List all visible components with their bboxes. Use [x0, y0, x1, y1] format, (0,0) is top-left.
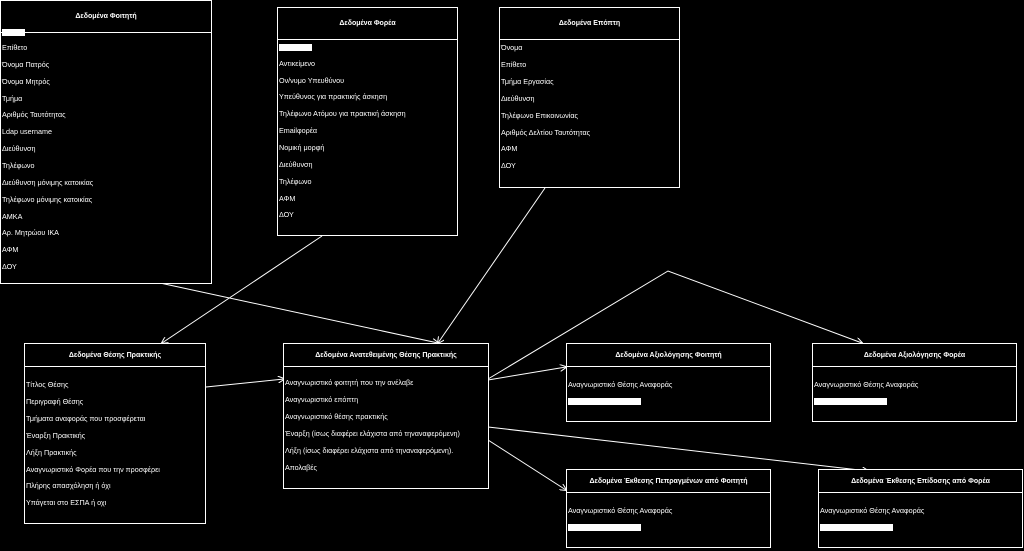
connector-assigned-to-student-report — [488, 440, 566, 490]
field: Τηλέφωνο — [279, 177, 312, 186]
field: Αναγνωριστικό επόπτη — [285, 395, 359, 404]
field: Αναγνωριστικό Θέσης Αναφοράς — [820, 506, 925, 515]
field: Επίθετο — [2, 43, 28, 52]
connector-assigned-to-student-eval — [488, 367, 566, 380]
field: Όνομα Πατρός — [2, 60, 50, 69]
entity-student-title: Δεδομένα Φοιτητή — [1, 1, 211, 33]
entity-student-evaluation — [566, 343, 771, 422]
connector-student-to-assigned — [160, 283, 438, 343]
field: Αναγνωριστικό Θέσης Αναφοράς — [568, 506, 673, 515]
highlighted-field — [2, 29, 25, 36]
field: ΑΦΜ — [2, 245, 19, 254]
field: ΑΦΜ — [501, 144, 518, 153]
entity-org-report — [818, 469, 1023, 548]
field: ΔΟΥ — [2, 262, 17, 271]
field: Τηλέφωνο Ατόμου για πρακτική άσκηση — [279, 109, 406, 118]
field: Τμήμα Εργασίας — [501, 77, 554, 86]
field: Διεύθυνση — [2, 144, 36, 153]
entity-supervisor — [499, 7, 680, 188]
highlighted-field — [814, 398, 887, 405]
field: Αναγνωριστικό θέσης πρακτικής — [285, 412, 388, 421]
field: Επίθετο — [501, 60, 527, 69]
field: ΔΟΥ — [279, 210, 294, 219]
entity-assigned-title: Δεδομένα Ανατεθειμένης Θέσης Πρακτικής — [284, 344, 488, 367]
connector-assigned-to-org-report — [488, 427, 868, 471]
field: Τηλέφωνο Επικοινωνίας — [501, 111, 578, 120]
entity-position-title: Δεδομένα Θέσης Πρακτικής — [25, 344, 205, 367]
entity-org-report-title: Δεδομένα Έκθεσης Επίδοσης από Φορέα — [819, 470, 1022, 493]
entity-student-report-title: Δεδομένα Έκθεσης Πεπραγμένων από Φοιτητή — [567, 470, 770, 493]
connector-position-to-assigned — [206, 379, 284, 387]
field: Ον/νυμο Υπευθύνου — [279, 76, 345, 85]
field: Τίτλος Θέσης — [26, 380, 69, 389]
field: Όνομα Μητρός — [2, 77, 50, 86]
field: Διεύθυνση — [279, 160, 313, 169]
entity-student-report — [566, 469, 771, 548]
field: Διεύθυνση μόνιμης κατοικίας — [2, 178, 94, 187]
field: Τηλέφωνο μόνιμης κατοικίας — [2, 195, 93, 204]
highlighted-field — [568, 398, 641, 405]
entity-org-eval-title: Δεδομένα Αξιολόγησης Φορέα — [813, 344, 1016, 367]
field: Περιγραφή Θέσης — [26, 397, 84, 406]
field: Έναρξη Πρακτικής — [26, 431, 86, 440]
field: Αντικείμενο — [279, 59, 316, 68]
field: Απολαβές — [285, 463, 317, 472]
entity-supervisor-title: Δεδομένα Επόπτη — [500, 8, 679, 40]
field: Τμήματα αναφοράς που προσφέρεται — [26, 414, 146, 423]
highlighted-field — [568, 524, 641, 531]
field: Αρ. Μητρώου ΙΚΑ — [2, 228, 59, 237]
entity-student — [0, 0, 212, 284]
field: Αριθμός Ταυτότητας — [2, 110, 66, 119]
field: Υπεύθυνος για πρακτικής άσκηση — [279, 92, 388, 101]
field: Emailφορέα — [279, 126, 318, 135]
highlighted-field — [820, 524, 893, 531]
field: Λήξη Πρακτικής — [26, 448, 77, 457]
field: ΑΦΜ — [279, 194, 296, 203]
field: Όνομα — [501, 43, 523, 52]
field: Τμήμα — [2, 94, 23, 103]
field: Αναγνωριστικό Φορέα που την προσφέρει — [26, 465, 160, 474]
field: Λήξη (ίσως διαφέρει ελάχιστα από τηναναφερόμενη). — [285, 446, 454, 455]
field: Νομική μορφή — [279, 143, 325, 152]
entity-student-eval-title: Δεδομένα Αξιολόγησης Φοιτητή — [567, 344, 770, 367]
highlighted-field — [279, 44, 312, 51]
field: ΔΟΥ — [501, 161, 516, 170]
entity-position — [24, 343, 206, 524]
field: Διεύθυνση — [501, 94, 535, 103]
entity-org-evaluation — [812, 343, 1017, 422]
field: Πλήρης απασχόληση ή όχι — [26, 481, 111, 490]
field: Έναρξη (ίσως διαφέρει ελάχιστα από τηναναφερόμενη) — [285, 429, 460, 438]
field: Αναγνωριστικό Θέσης Αναφοράς — [568, 380, 673, 389]
field: Υπάγεται στο ΕΣΠΑ ή οχι — [26, 498, 107, 507]
entity-organization — [277, 7, 458, 236]
field: Τηλέφωνο — [2, 161, 35, 170]
field: Αναγνωριστικό Θέσης Αναφοράς — [814, 380, 919, 389]
entity-organization-title: Δεδομένα Φορέα — [278, 8, 457, 40]
field: ΑΜΚΑ — [2, 212, 23, 221]
field: Αναγνωριστικό φοιτητή που την ανέλαβε — [285, 378, 414, 387]
field: Αριθμός Δελτίου Ταυτότητας — [501, 128, 591, 137]
field: Ldap username — [2, 127, 52, 136]
entity-assigned-position — [283, 343, 489, 489]
